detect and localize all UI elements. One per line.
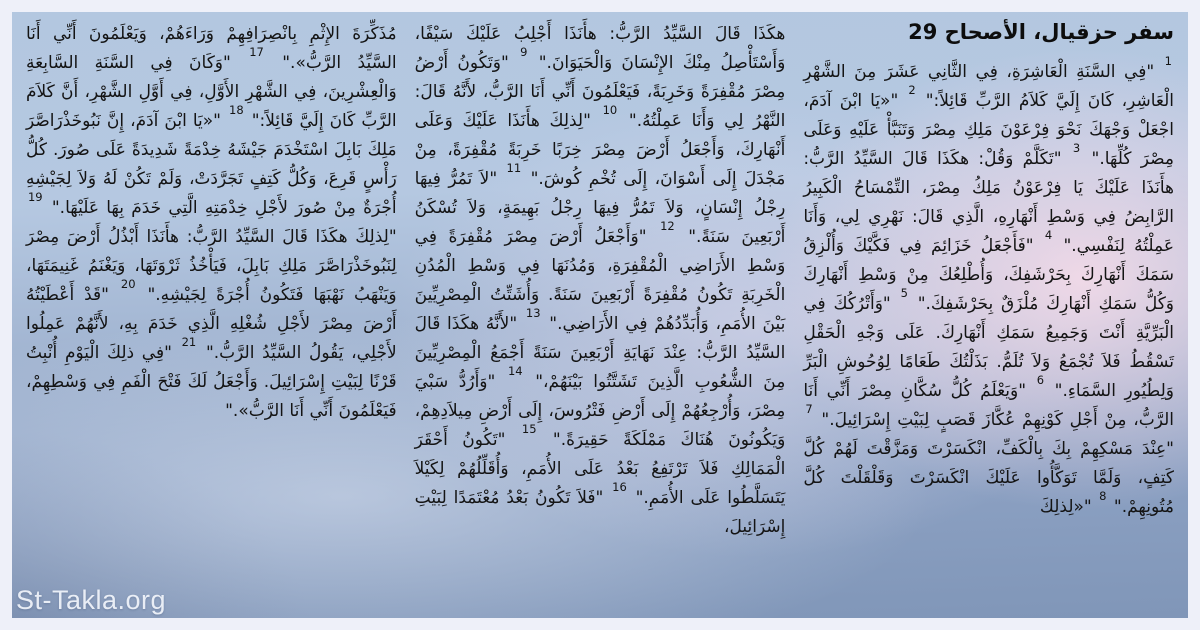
verse-number: 20 <box>120 277 136 292</box>
verse-text: "لاَ تَمُرُّ فِيهَا رِجْلُ إِنْسَانٍ، وَلاَ تَمُرُّ فِيهَا رِجْلُ بَهِيمَةٍ، وَلاَ تُسْكَنُ أَرْبَعِينَ سَنَةً." <box>414 169 786 247</box>
verse-text: "وَكَانَ فِي السَّنَةِ السَّابِعَةِ وَالْعِشْرِينَ، فِي الشَّهْرِ الأَوَّلِ، فِي أَوَّلِ الشَّهْرِ، أَنَّ كَلاَمَ الرَّبِّ كَانَ إِلَيَّ قَائِلاً:" <box>25 53 397 131</box>
verse-number: 11 <box>506 161 522 176</box>
verse-text: "«يَا ابْنَ آدَمَ، اجْعَلْ وَجْهَكَ نَحْوَ فِرْعَوْنَ مَلِكِ مِصْرَ وَتَنَبَّأْ عَلَيْهِ وَعَلَى مِصْرَ كُلِّهَا." <box>803 91 1175 169</box>
verse-text-block <box>803 56 1174 522</box>
verse-text: "وَأَجْعَلُ أَرْضَ مِصْرَ مُقْفِرَةً فِي وَسْطِ الأَرَاضِي الْمُقْفِرَةِ، وَمُدُنَهَا فِي وَسْطِ الْمُدُنِ الْخَرِبَةِ تَكُونُ مُقْفِرَةً أَرْبَعِينَ سَنَةً. وَأُشَتِّتُ الْمِصْرِيِّينَ بَيْنَ الأُمَمِ، وَأُبَدِّدُهُمْ فِي الأَرَاضِي." <box>414 227 786 334</box>
verse-text: "لِذلِكَ هأَنَذَا عَلَيْكَ وَعَلَى أَنْهَارِكَ، وَأَجْعَلُ أَرْضَ مِصْرَ خِرَبًا خَرِبَةً مُقْفِرَةً، مِنْ مَجْدَلَ إِلَى أَسْوَانَ، إِلَى تُخْمِ كُوشَ." <box>414 111 786 189</box>
chapter-title: سفر حزقيال، الأصحاح 29 <box>908 20 1174 44</box>
verse-text: "فَأَجْعَلُ خَزَائِمَ فِي فَكَّيْكَ وَأُلْزِقُ سَمَكَ أَنْهَارِكَ بِحَرْشَفِكَ، وَأُطْلِعُكَ مِنْ وَسْطِ أَنْهَارِكَ وَكُلُّ سَمَكِ أَنْهَارِكَ مُلْزَقٌ بِحَرْشَفِكَ." <box>803 236 1175 314</box>
verse-number: 14 <box>507 364 523 379</box>
verse-number: 19 <box>27 190 43 205</box>
column-verses-16-21 <box>26 20 397 610</box>
verse-number: 13 <box>525 306 541 321</box>
verse-text: "لأَنَّهُ هكَذَا قَالَ السَّيِّدُ الرَّبُّ: عِنْدَ نَهَايَةِ أَرْبَعِينَ سَنَةً أَجْمَعُ الْمِصْرِيِّينَ مِنَ الشُّعُوبِ الَّذِينَ تَشَتَّتُوا بَيْنَهُمْ،" <box>414 314 786 392</box>
verse-number: 6 <box>1036 373 1045 388</box>
verse-number: 17 <box>249 45 264 60</box>
text-columns <box>12 12 1188 618</box>
verse-number: 7 <box>805 402 813 417</box>
verse-text: مُذَكِّرَةَ الإِثْمِ بِانْصِرَافِهِمْ وَرَاءَهُمْ، وَيَعْلَمُونَ أَنِّي أَنَا السَّيِّدُ الرَّبُّ»." <box>25 24 397 73</box>
verse-text: "فِي السَّنَةِ الْعَاشِرَةِ، فِي الثَّانِي عَشَرَ مِنَ الشَّهْرِ الْعَاشِرِ، كَانَ إِلَيَّ كَلاَمُ الرَّبِّ قَائِلاً:" <box>803 62 1175 111</box>
verse-text: هكَذَا قَالَ السَّيِّدُ الرَّبُّ: هأَنَذَا أَجْلِبُ عَلَيْكَ سَيْفًا، وَأَسْتَأْصِلُ مِنْكَ الإِنْسَانَ وَالْحَيَوَانَ." <box>414 24 786 73</box>
verse-number: 3 <box>1072 141 1081 156</box>
verse-number: 9 <box>520 45 528 60</box>
verse-number: 5 <box>900 286 908 301</box>
verse-number: 10 <box>602 103 618 118</box>
verse-number: 8 <box>1099 489 1107 504</box>
verse-text: "وَتَكُونُ أَرْضُ مِصْرَ مُقْفِرَةً وَخَرِبَةً، فَيَعْلَمُونَ أَنِّي أَنَا الرَّبُّ، لأَنَّهُ قَالَ: النَّهْرُ لِي وَأَنَا عَمِلْتُهُ." <box>414 53 786 131</box>
verse-number: 12 <box>660 219 675 234</box>
verse-text-block <box>26 20 397 426</box>
verse-number: 1 <box>1164 54 1172 69</box>
verse-text: "وَيَعْلَمُ كُلُّ سُكَّانِ مِصْرَ أَنِّي أَنَا الرَّبُّ، مِنْ أَجْلِ كَوْنِهِمْ عُكَّازَ قَصَبٍ لِبَيْتِ إِسْرَائِيلَ." <box>803 381 1174 430</box>
verse-text: "عِنْدَ مَسْكِهِمْ بِكَ بِالْكَفِّ، انْكَسَرْتَ وَمَزَّقْتَ لَهُمْ كُلَّ كَتِفٍ، وَلَمَّا تَوَكَّأُوا عَلَيْكَ انْكَسَرْتَ وَقَلْقَلْتَ كُلَّ مُتُونِهِمْ." <box>803 439 1174 517</box>
verse-number: 2 <box>908 83 916 98</box>
verse-text: "فِي ذلِكَ الْيَوْمِ أُنْبِتُ قَرْنًا لِبَيْتِ إِسْرَائِيلَ. وَأَجْعَلُ لَكَ فَتْحَ الْفَمِ فِي وَسْطِهِمْ، فَيَعْلَمُونَ أَنِّي أَنَا الرَّبُّ»." <box>25 343 397 421</box>
verse-number: 16 <box>612 480 627 495</box>
verse-text: "«لِذلِكَ <box>1039 497 1092 517</box>
verse-text: "قَدْ أَعْطَيْتُهُ أَرْضَ مِصْرَ لأَجْلِ شُغْلِهِ الَّذِي خَدَمَ بِهِ، لأَنَّهُمْ عَمِلُوا لأَجْلِي، يَقُولُ السَّيِّدُ الرَّبُّ." <box>25 285 397 363</box>
site-watermark: St-Takla.org <box>16 585 167 615</box>
verse-text: "وَأَتْرُكُكَ فِي الْبَرِّيَّةِ أَنْتَ وَجَمِيعُ سَمَكِ أَنْهَارِكَ. عَلَى وَجْهِ الْحَقْلِ تَسْقُطُ فَلاَ تُجْمَعُ وَلاَ تُلَمُّ. بَذَلْتُكَ طَعَامًا لِوُحُوشِ الْبَرِّ وَلِطُيُورِ السَّمَاءِ." <box>803 294 1174 401</box>
verse-text: "لِذلِكَ هكَذَا قَالَ السَّيِّدُ الرَّبُّ: هأَنَذَا أَبْذُلُ أَرْضَ مِصْرَ لِنَبُوخَذْرَاصَّرَ مَلِكِ بَابِلَ، فَيَأْخُذُ ثَرْوَتَهَا، وَيَغْنَمُ غَنِيمَتَهَا، وَيَنْهَبُ نَهْبَهَا فَتَكُونُ أُجْرَةً لِجَيْشِهِ." <box>25 227 397 305</box>
verse-text: "وَأَرُدُّ سَبْيَ مِصْرَ، وَأُرْجِعُهُمْ إِلَى أَرْضِ فَتْرُوسَ، إِلَى أَرْضِ مِيلاَدِهِمْ، وَيَكُونُونَ هُنَاكَ مَمْلَكَةً حَقِيرَةً." <box>414 372 786 450</box>
verse-number: 21 <box>181 335 197 350</box>
column-verses-8-16 <box>415 20 786 610</box>
verse-text: "فَلاَ تَكُونُ بَعْدُ مُعْتَمَدًا لِبَيْتِ إِسْرَائِيلَ، <box>414 488 786 537</box>
verse-text-block <box>415 20 786 542</box>
background-photo <box>12 12 1188 618</box>
verse-number: 18 <box>229 103 244 118</box>
verse-text: "تَكَلَّمْ وَقُلْ: هكَذَا قَالَ السَّيِّدُ الرَّبُّ: هأَنَذَا عَلَيْكَ يَا فِرْعَوْنُ مَلِكُ مِصْرَ، التِّمْسَاحُ الْكَبِيرُ الرَّابِضُ فِي وَسْطِ أَنْهَارِهِ، الَّذِي قَالَ: نَهْرِي لِي، وَأَنَا عَمِلْتُهُ لِنَفْسِي." <box>803 149 1175 256</box>
column-verses-1-8 <box>803 20 1174 610</box>
verse-number: 4 <box>1044 228 1053 243</box>
verse-number: 15 <box>521 422 537 437</box>
verse-text: "تَكُونُ أَحْقَرَ الْمَمَالِكِ فَلاَ تَرْتَفِعُ بَعْدُ عَلَى الأُمَمِ، وَأُقَلِّلُهُمْ لِكَيْلاَ يَتَسَلَّطُوا عَلَى الأُمَمِ." <box>414 430 786 508</box>
verse-text: "«يَا ابْنَ آدَمَ، إِنَّ نَبُوخَذْرَاصَّرَ مَلِكَ بَابِلَ اسْتَخْدَمَ جَيْشَهُ خِدْمَةً شَدِيدَةً عَلَى صُورَ. كُلُّ رَأْسٍ قَرِعَ، وَكُلُّ كَتِفٍ تَجَرَّدَتْ، وَلَمْ تَكُنْ لَهُ وَلاَ لِجَيْشِهِ أُجْرَةٌ مِنْ صُورَ لأَجْلِ خِدْمَتِهِ الَّتِي خَدَمَ بِهَا عَلَيْهَا." <box>25 111 397 218</box>
